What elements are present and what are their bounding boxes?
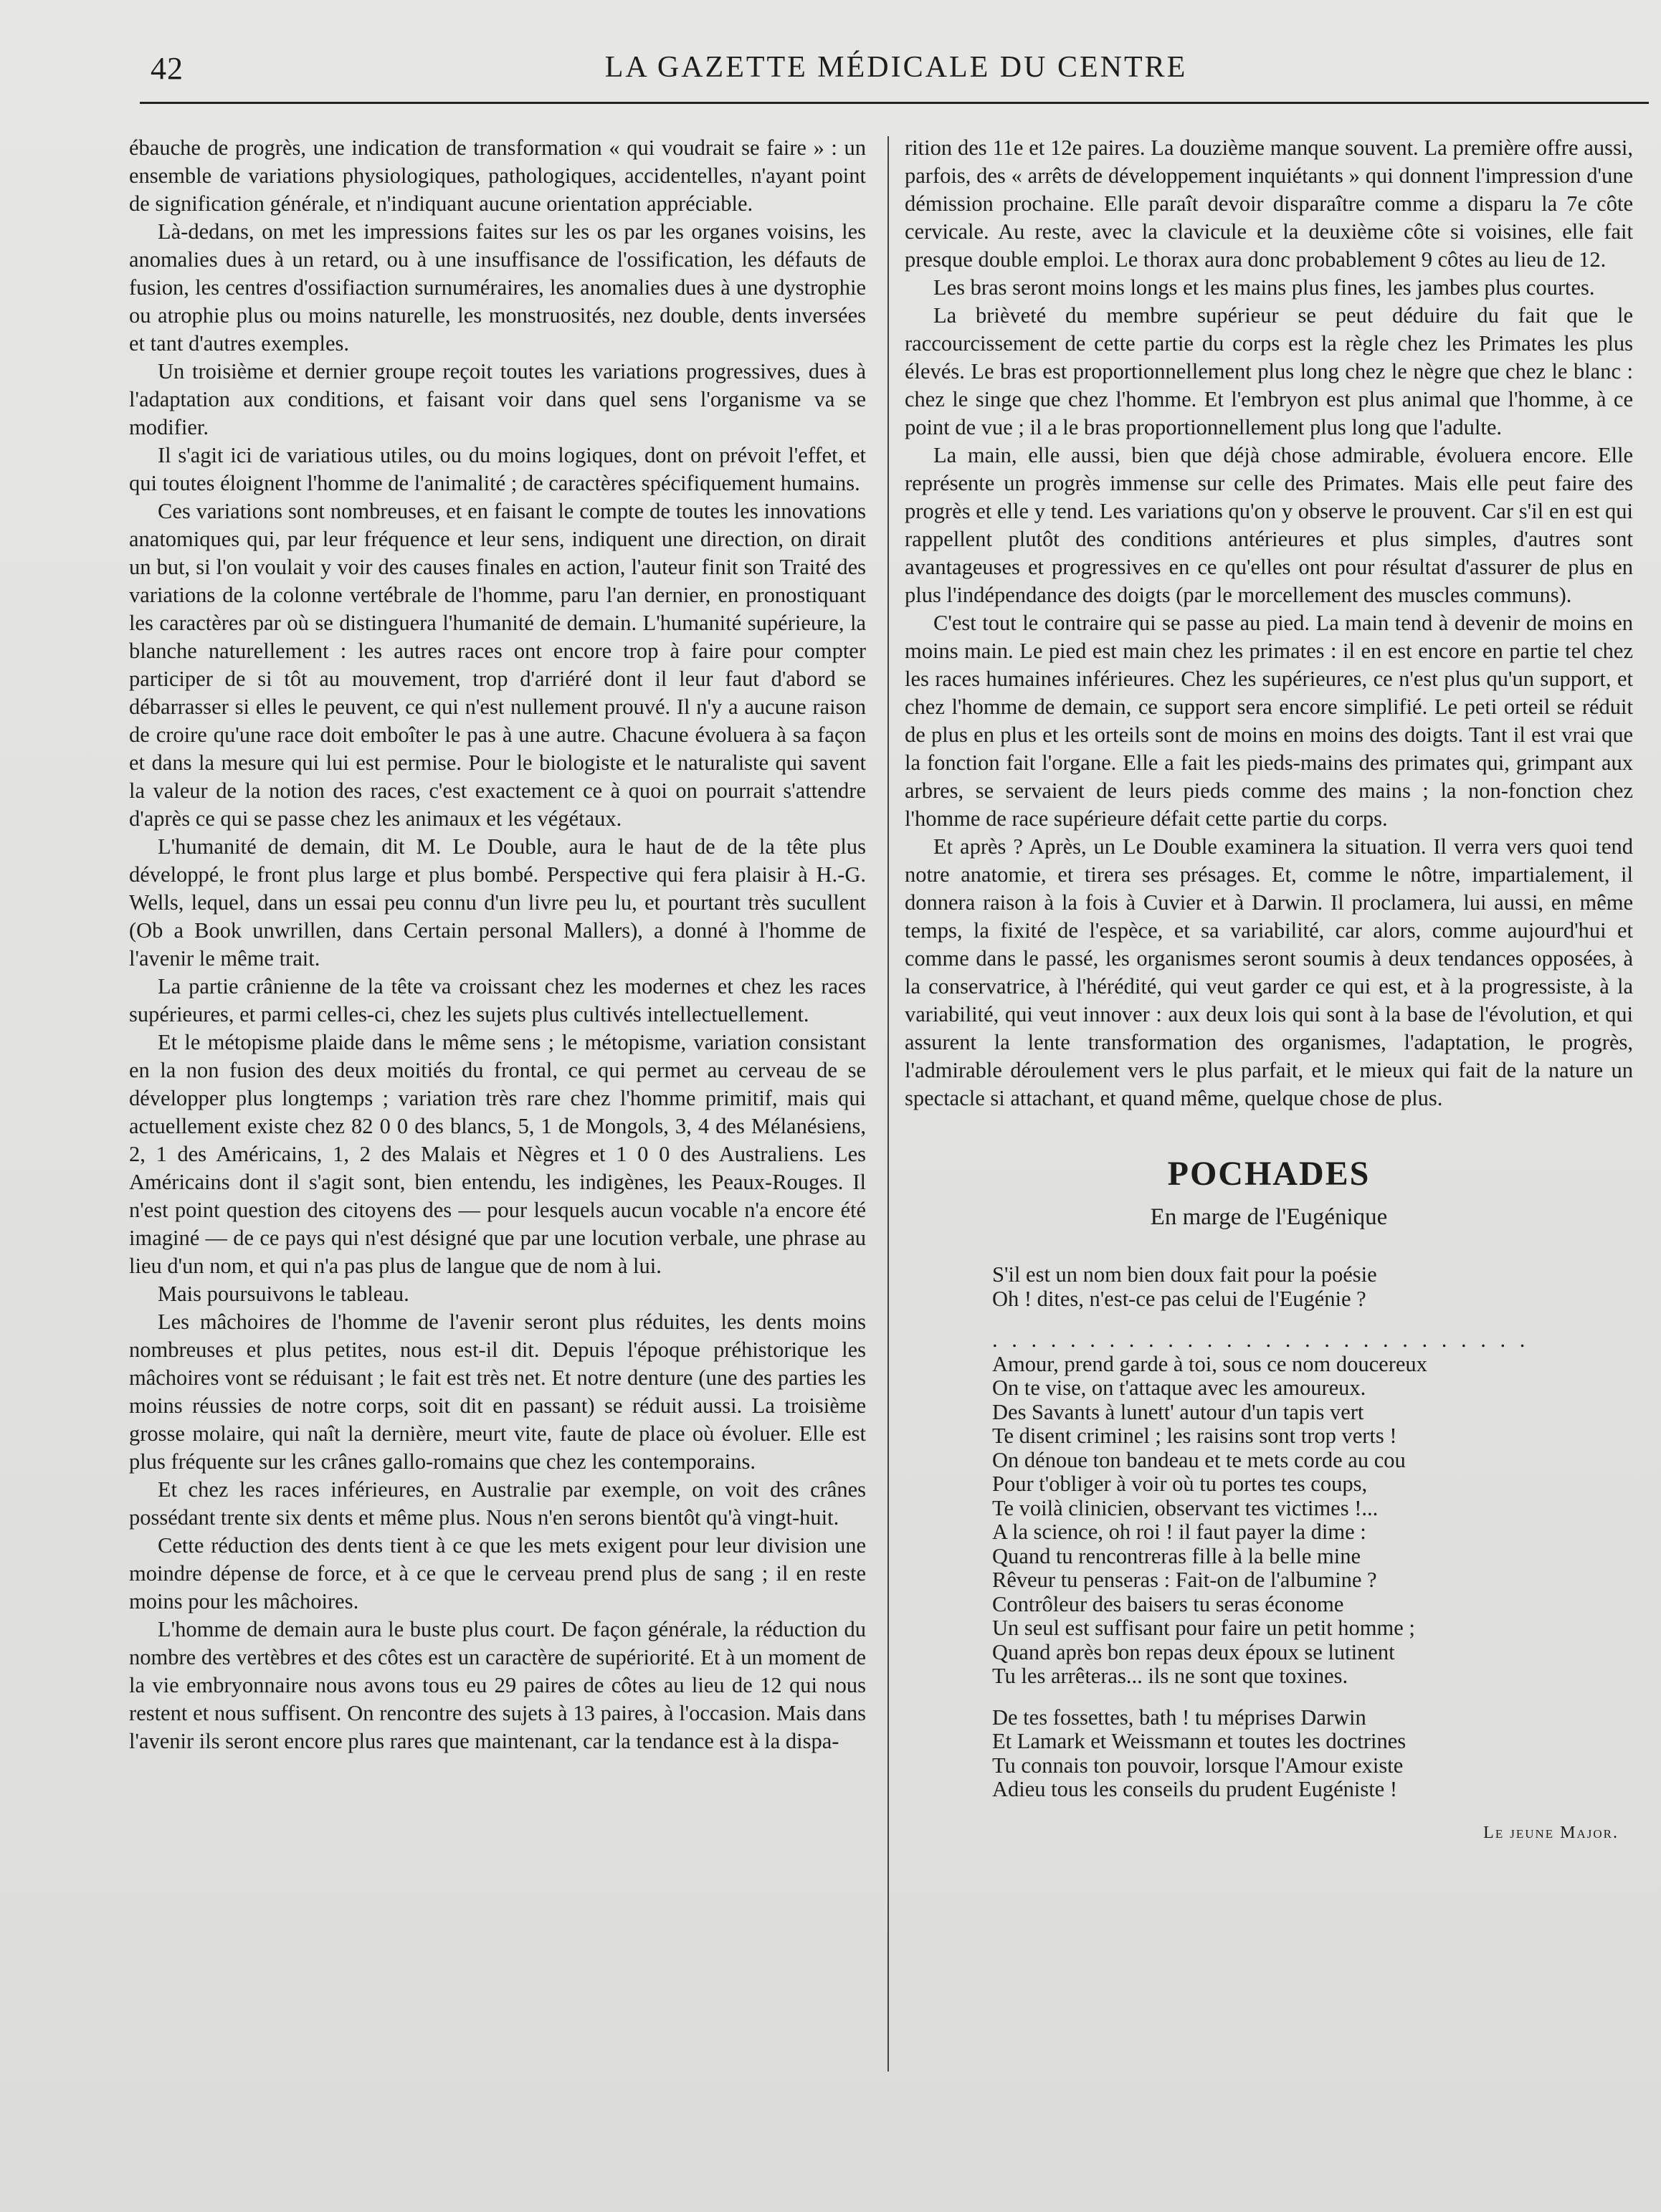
paragraph: rition des 11e et 12e paires. La douzième manque souvent. La première offre aussi, parfois, des « arrêts de développement inquiétants » qui donnent l'impression d'une démission prochaine. Elle paraît devoir disparaître comme a disparu la 7e côte cervicale. Au reste, avec la clavicule et la deuxième côte si voisines, elle fait presque double emploi. Le thorax aura donc probablement 9 côtes au lieu de 12. (905, 135, 1633, 272)
poem-line: Rêveur tu penseras : Fait-on de l'albumine ? (992, 1568, 1377, 1592)
column-divider (887, 136, 889, 2072)
poem-ellipsis: . . . . . . . . . . . . . . . . . . . . . . . . . . . . (992, 1327, 1530, 1352)
paragraph: C'est tout le contraire qui se passe au pied. La main tend à devenir de moins en moins main. Le pied est main chez les primates : il en est encore en partie tel chez les races humaines inférieures. Chez les supérieures, ce n'est plus qu'un support, et chez l'homme de demain, ce support sera encore simplifié. Le peti orteil se réduit de plus en plus et les orteils sont de moins en moins des doigts. Tant il est vrai que la fonction fait l'organe. Elle a fait les pieds-mains des primates qui, grimpant aux arbres, se servaient de leurs pieds comme des mains ; la non-fonction chez l'homme de race supérieure défait cette partie du corps. (905, 611, 1633, 831)
paragraph: Et chez les races inférieures, en Australie par exemple, on voit des crânes possédant trente six dents et même plus. Nous n'en serons bientôt qu'à vingt-huit. (129, 1477, 866, 1530)
paragraph: Il s'agit ici de variatious utiles, ou du moins logiques, dont on prévoit l'effet, et qui toutes éloignent l'homme de l'animalité ; de caractères spécifiquement humains. (129, 443, 866, 495)
poem-stanza (992, 1263, 1633, 1311)
paragraph: L'homme de demain aura le buste plus court. De façon générale, la réduction du nombre des vertèbres et des côtes est un caractère de supériorité. Et à un moment de la vie embryonnaire nous avons tous eu 29 paires de côtes au lieu de 12 qui nous restent et nous suffisent. On rencontre des sujets à 13 paires, à l'occasion. Mais dans l'avenir ils seront encore plus rares que maintenant, car la tendance est à la dispa- (129, 1617, 866, 1753)
author-signature: Le jeune Major. (1483, 1823, 1619, 1842)
poem-line: De tes fossettes, bath ! tu méprises Darwin (992, 1705, 1366, 1730)
poem-line: Un seul est suffisant pour faire un petit homme ; (992, 1616, 1415, 1640)
page-number: 42 (151, 51, 184, 86)
poem-line: Amour, prend garde à toi, sous ce nom doucereux (992, 1351, 1427, 1376)
paragraph: Un troisième et dernier groupe reçoit toutes les variations progressives, dues à l'adaptation aux conditions, et faisant voir dans quel sens l'organisme va se modifier. (129, 359, 866, 439)
paragraph: Et après ? Après, un Le Double examinera la situation. Il verra vers quoi tend notre anatomie, et tirera ses présages. Et, comme le nôtre, impartialement, il donnera raison à la fois à Cuvier et à Darwin. Il proclamera, lui aussi, en même temps, la fixité de l'espèce, et sa variabilité, car alors, comme aujourd'hui et comme dans le passé, les organismes seront soumis à deux tendances opposées, à la conservatrice, à l'hérédité, qui veut garder ce qui est, et à la progressiste, à la variabilité, qui veut innover : aux deux lois qui sont à la base de l'évolution, et qui assurent la lente transformation des organismes, l'adaptation, le progrès, l'admirable déroulement vers le plus parfait, et le mieux qui fait de la nature un spectacle si attachant, et quand même, quelque chose de plus. (905, 834, 1633, 1110)
paragraph: Les bras seront moins longs et les mains plus fines, les jambes plus courtes. (933, 275, 1595, 300)
poem-line: Quand après bon repas deux époux se lutinent (992, 1639, 1395, 1664)
poem-line: A la science, oh roi ! il faut payer la dime : (992, 1520, 1366, 1544)
poem-stanza (992, 1353, 1633, 1689)
poem-line: Et Lamark et Weissmann et toutes les doctrines (992, 1729, 1407, 1753)
paragraph: Les mâchoires de l'homme de l'avenir seront plus réduites, les dents moins nombreuses et plus petites, nous est-il dit. Depuis l'époque préhistorique les mâchoires vont se réduisant ; le fait est très net. Et notre denture (une des parties les moins réussies de notre corps, soit dit en passant) se réduit aussi. La troisième grosse molaire, qui naît la dernière, meurt vite, faute de place où évoluer. Elle est plus fréquente sur les crânes gallo-romains que chez les contemporains. (129, 1310, 866, 1474)
paragraph: La partie crânienne de la tête va croissant chez les modernes et chez les races supérieures, et parmi celles-ci, chez les sujets plus cultivés intellectuellement. (129, 974, 866, 1026)
header-rule (140, 102, 1649, 104)
poem-line: On te vise, on t'attaque avec les amoureux. (992, 1376, 1366, 1400)
right-column (905, 134, 1633, 1847)
poem-line: Contrôleur des baisers tu seras économe (992, 1591, 1344, 1616)
journal-title: LA GAZETTE MÉDICALE DU CENTRE (604, 51, 1188, 84)
left-column (129, 134, 866, 1755)
paragraph: Là-dedans, on met les impressions faites sur les os par les organes voisins, les anomalies dues à un retard, ou à une insuffisance de l'ossification, les défauts de fusion, les centres d'ossifiaction surnuméraires, les anomalies dues à une dystrophie ou atrophie plus ou moins naturelle, les monstruosités, nez double, dents inversées et tant d'autres exemples. (129, 219, 866, 356)
section-subtitle: En marge de l'Eugénique (1150, 1204, 1388, 1230)
poem-line: On dénoue ton bandeau et te mets corde au cou (992, 1447, 1406, 1472)
poem-line: Te disent criminel ; les raisins sont trop verts ! (992, 1424, 1397, 1448)
paragraph: ébauche de progrès, une indication de transformation « qui voudrait se faire » : un ensemble de variations physiologiques, pathologiques, accidentelles, n'ayant point de signification générale, et n'indiquant aucune orientation appréciable. (129, 135, 866, 216)
paragraph: La main, elle aussi, bien que déjà chose admirable, évoluera encore. Elle représente un progrès immense sur celle des Primates. Mais elle peut faire des progrès et elle y tend. Les variations qu'on y observe le prouvent. Car s'il en est qui rappellent plutôt des conditions antérieures et plus simples, d'autres sont avantageuses et progressives en ce qu'elles ont pour résultat d'assurer de plus en plus l'indépendance des doigts (par le morcellement des muscles communs). (905, 443, 1633, 607)
poem-line: Adieu tous les conseils du prudent Eugéniste ! (992, 1777, 1397, 1801)
paragraph: L'humanité de demain, dit M. Le Double, aura le haut de de la tête plus développé, le front plus large et plus bombé. Perspective qui fera plaisir à H.-G. Wells, lequel, dans un essai peu connu d'un livre peu lu, et pourtant très sucullent (Ob a Book unwrillen, dans Certain personal Mallers), a donné à l'homme de l'avenir le même trait. (129, 834, 866, 971)
paragraph: Ces variations sont nombreuses, et en faisant le compte de toutes les innovations anatomiques qui, par leur fréquence et leur sens, indiquent une direction, on dirait un but, si l'on voulait y voir des causes finales en action, l'auteur finit son Traité des variations de la colonne vertébrale de l'homme, paru l'an dernier, en pronostiquant les caractères par où se distinguera l'humanité de demain. L'humanité supérieure, la blanche naturellement : les autres races ont encore trop à faire pour compter participer de si tôt au mouvement, trop d'arriéré dont il leur faut d'abord se débarrasser si elles le peuvent, ce qui n'est nullement prouvé. Il n'y a aucune raison de croire qu'une race doit emboîter le pas à une autre. Chacune évoluera à sa façon et dans la mesure qui lui est permise. Pour le biologiste et le naturaliste qui savent la valeur de la notion des races, c'est exactement ce à quoi on pourrait s'attendre d'après ce qui se passe chez les animaux et les végétaux. (129, 499, 866, 831)
paragraph: Et le métopisme plaide dans le même sens ; le métopisme, variation consistant en la non fusion des deux moitiés du frontal, ce qui permet au cerveau de se développer plus longtemps ; variation très rare chez l'homme primitif, mais qui actuellement existe chez 82 0 0 des blancs, 5, 1 de Mongols, 3, 4 des Mélanésiens, 2, 1 des Américains, 1, 2 des Malais et Nègres et 1 0 0 des Australiens. Les Américains dont il s'agit sont, bien entendu, les indigènes, les Peaux-Rouges. Il n'est point question des citoyens des — pour lesquels aucun vocable n'a encore été imaginé — de ce pays qui n'est désigné que par une locution verbale, une phrase au lieu d'un nom, et qui n'a pas plus de langue que de nom à lui. (129, 1030, 866, 1278)
poem (992, 1263, 1633, 1802)
poem-line: Oh ! dites, n'est-ce pas celui de l'Eugénie ? (992, 1286, 1366, 1311)
paragraph: Cette réduction des dents tient à ce que les mets exigent pour leur division une moindre dépense de force, et à ce que le cerveau prend plus de sang ; il en reste moins pour les mâchoires. (129, 1533, 866, 1613)
poem-line: Tu les arrêteras... ils ne sont que toxines. (992, 1664, 1348, 1688)
poem-line: Pour t'obliger à voir où tu portes tes coups, (992, 1472, 1368, 1496)
page-header (151, 50, 1642, 93)
paragraph: La brièveté du membre supérieur se peut déduire du fait que le raccourcissement de cette partie du corps est la règle chez les Primates les plus élevés. Le bras est proportionnellement plus long chez le nègre que chez le blanc : chez le singe que chez l'homme. Et l'embryon est plus animal que l'homme, à ce point de vue ; il a le bras proportionnellement plus long que l'adulte. (905, 303, 1633, 439)
section-title: POCHADES (1167, 1155, 1371, 1193)
poem-line: Tu connais ton pouvoir, lorsque l'Amour existe (992, 1753, 1404, 1778)
poem-stanza (992, 1706, 1633, 1802)
poem-line: Des Savants à lunett' autour d'un tapis vert (992, 1399, 1364, 1424)
paragraph: Mais poursuivons le tableau. (158, 1282, 409, 1306)
poem-line: Te voilà clinicien, observant tes victimes !... (992, 1495, 1379, 1520)
poem-line: S'il est un nom bien doux fait pour la poésie (992, 1262, 1377, 1287)
poem-line: Quand tu rencontreras fille à la belle mine (992, 1543, 1361, 1568)
